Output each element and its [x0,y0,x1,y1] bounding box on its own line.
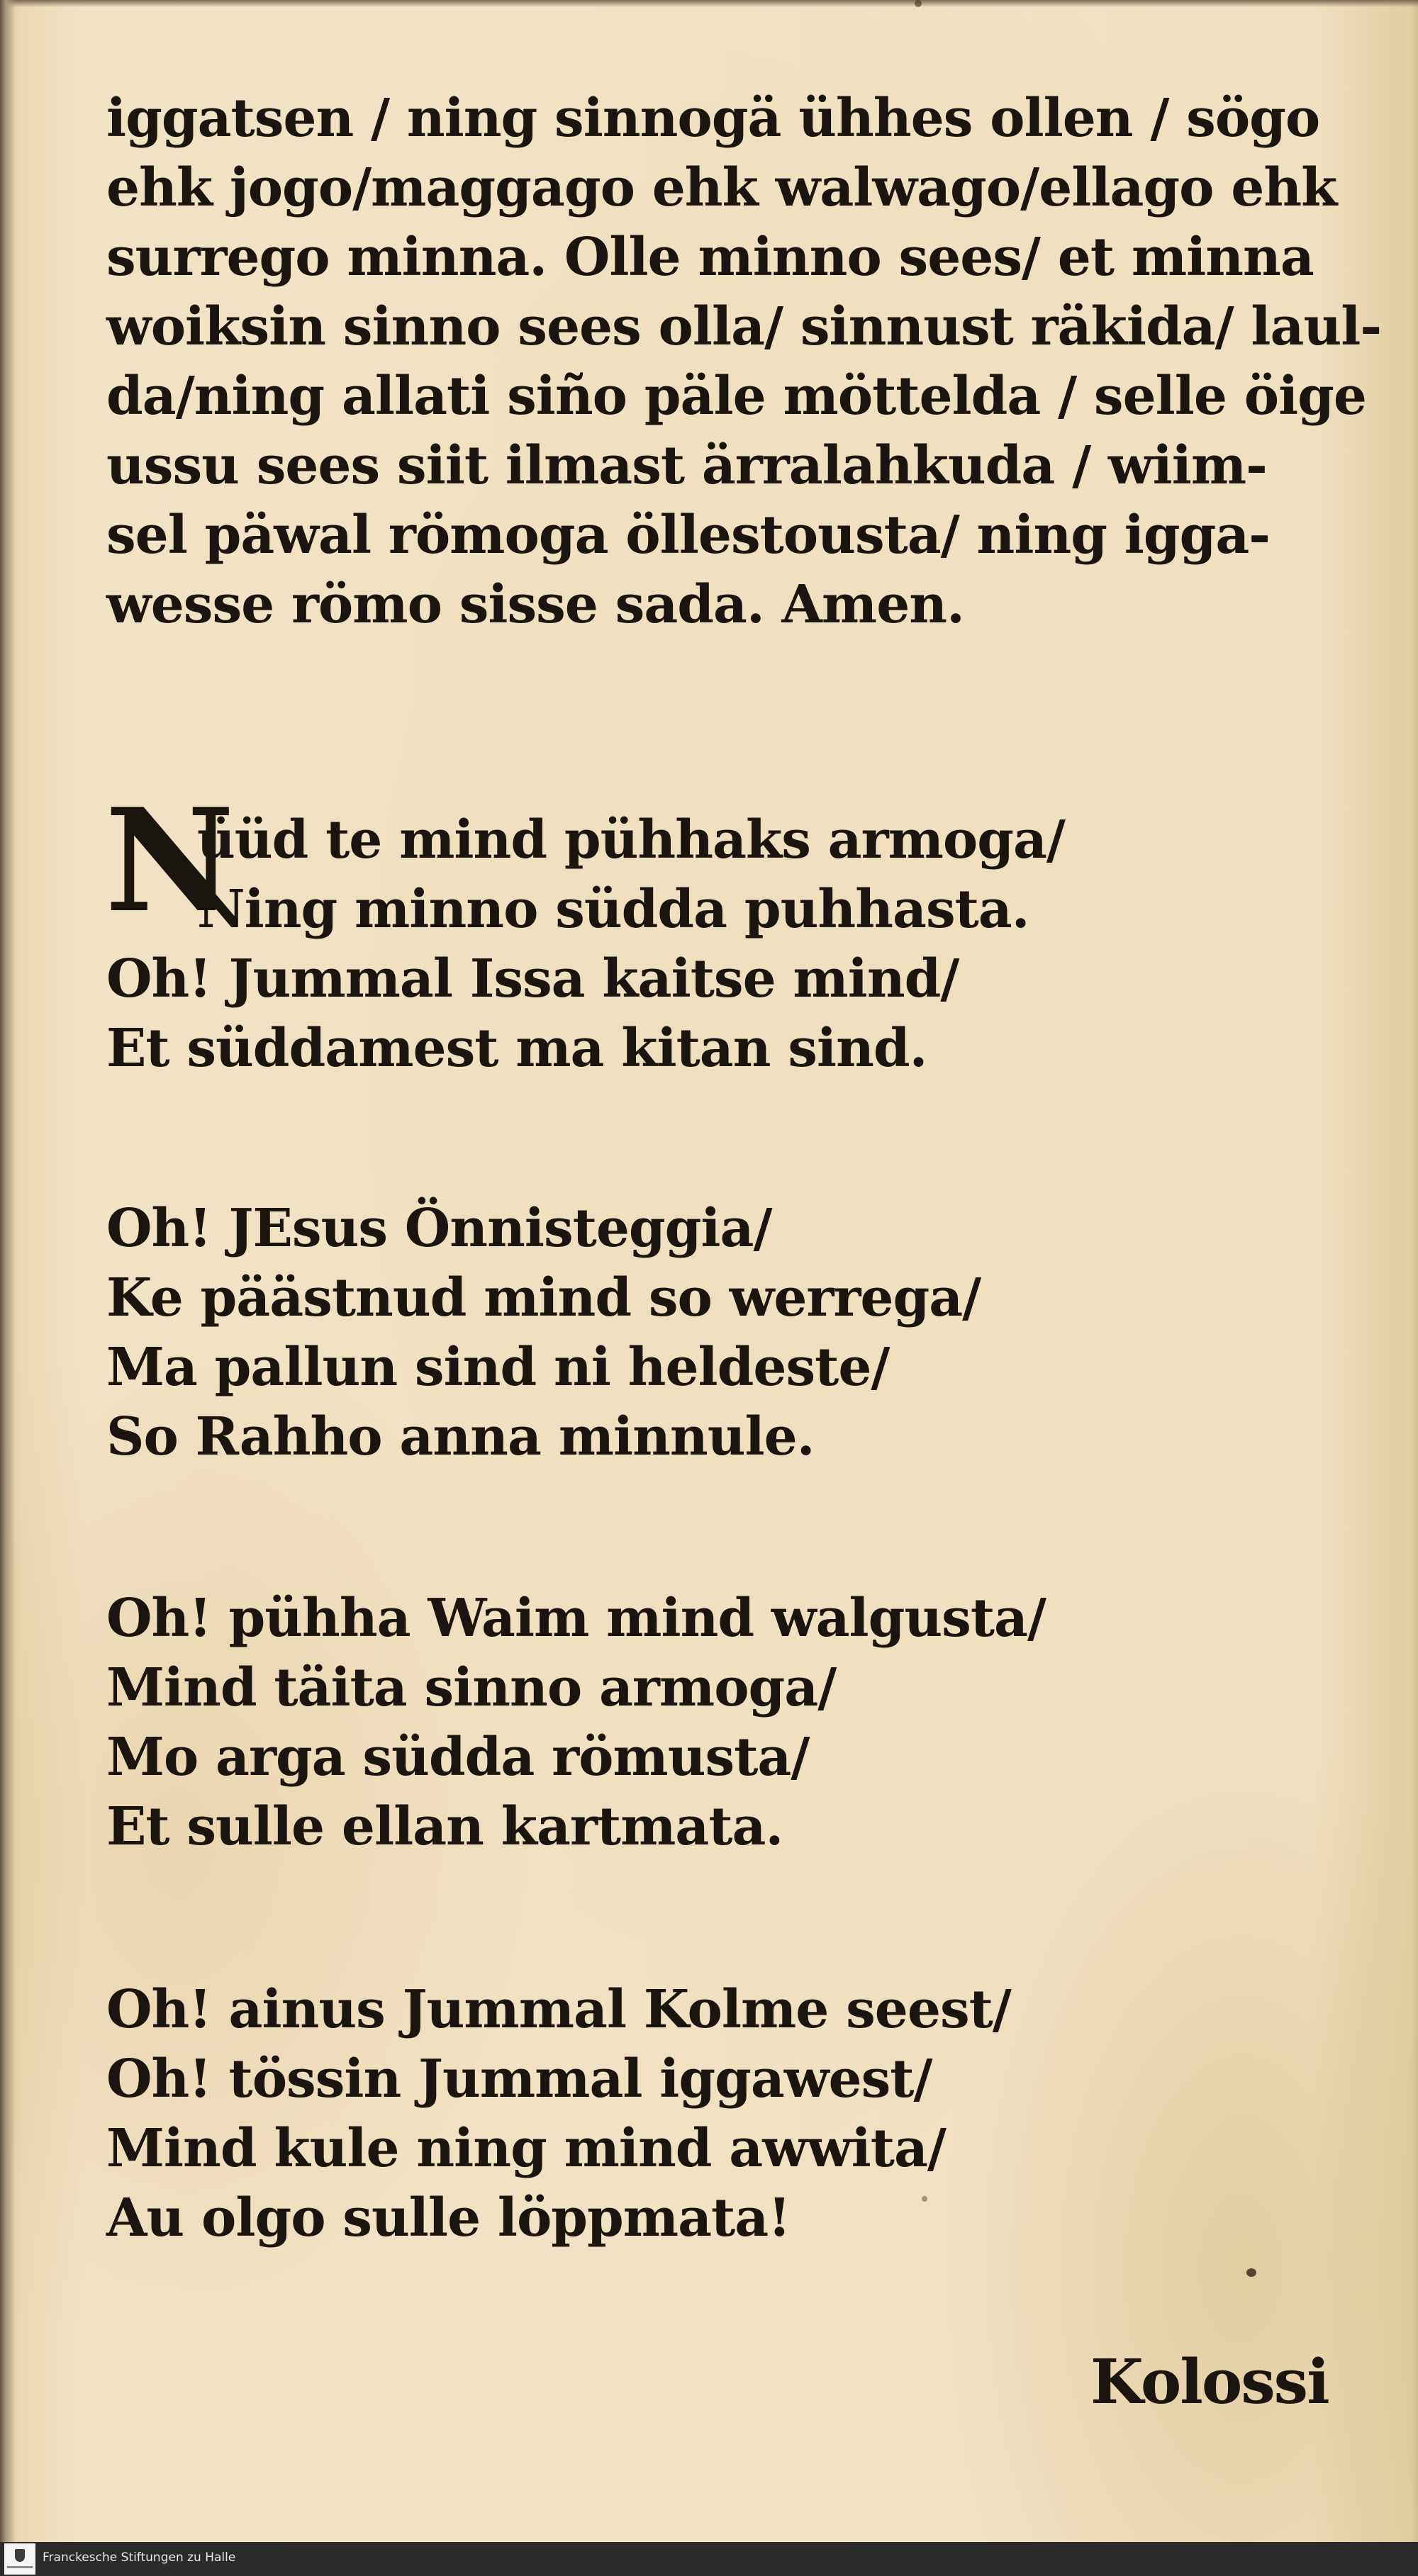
stanza-3-line-2: Mind täita sinno armoga/ [106,1657,837,1718]
ink-speck [915,0,922,7]
ink-stain [1246,2268,1256,2277]
stanza-1-line-1: üüd te mind pühhaks armoga/ [197,810,1065,870]
paragraph-line: ussu sees siit ilmast ärralahkuda / wiim- [106,435,1267,496]
stanza-4-line-2: Oh! tössin Jummal iggawest/ [106,2049,932,2110]
paragraph-line: iggatsen / ning sinnogä ühhes ollen / sögo [106,88,1320,149]
stanza-2-line-1: Oh! JEsus Önnisteggia/ [106,1198,772,1259]
binding-shadow [0,0,16,2542]
footer-credit: Franckesche Stiftungen zu Halle [43,2550,236,2565]
stanza-4-line-1: Oh! ainus Jummal Kolme seest/ [106,1979,1011,2040]
stanza-4-line-4: Au olgo sulle löppmata! [106,2188,791,2249]
page-top-edge [0,0,1418,7]
stanza-3-line-4: Et sulle ellan kartmata. [106,1796,783,1857]
paragraph-line: surrego minna. Olle minno sees/ et minna [106,227,1314,288]
logo-shield-icon [15,2549,25,2562]
stanza-2-line-4: So Rahho anna minnule. [106,1406,815,1467]
paragraph-line: sel päwal römoga öllestousta/ ning igga- [106,505,1271,566]
logo-caption-mark [7,2566,33,2568]
paragraph-line: da/ning allati siño päle möttelda / selle öige [106,366,1367,427]
ink-speck [922,2196,927,2202]
stanza-3-line-1: Oh! pühha Waim mind walgusta/ [106,1588,1046,1649]
stanza-3-line-3: Mo arga südda römusta/ [106,1727,810,1788]
stanza-1-line-2: Ning minno südda puhhasta. [197,879,1029,940]
catchword: Kolossi [1090,2346,1329,2418]
hymn-initial-letter: N [105,778,235,944]
stanza-2-line-2: Ke päästnud mind so werrega/ [106,1267,981,1328]
paragraph-line: wesse römo sisse sada. Amen. [106,574,964,635]
paragraph-line: ehk jogo/maggago ehk walwago/ellago ehk [106,157,1337,218]
paragraph-line: woiksin sinno sees olla/ sinnust räkida/ laul- [106,296,1382,357]
stanza-2-line-3: Ma pallun sind ni heldeste/ [106,1337,890,1398]
stanza-4-line-3: Mind kule ning mind awwita/ [106,2118,946,2179]
stanza-1-line-3: Oh! Jummal Issa kaitse mind/ [106,948,959,1009]
stanza-1-line-4: Et süddamest ma kitan sind. [106,1018,927,1079]
